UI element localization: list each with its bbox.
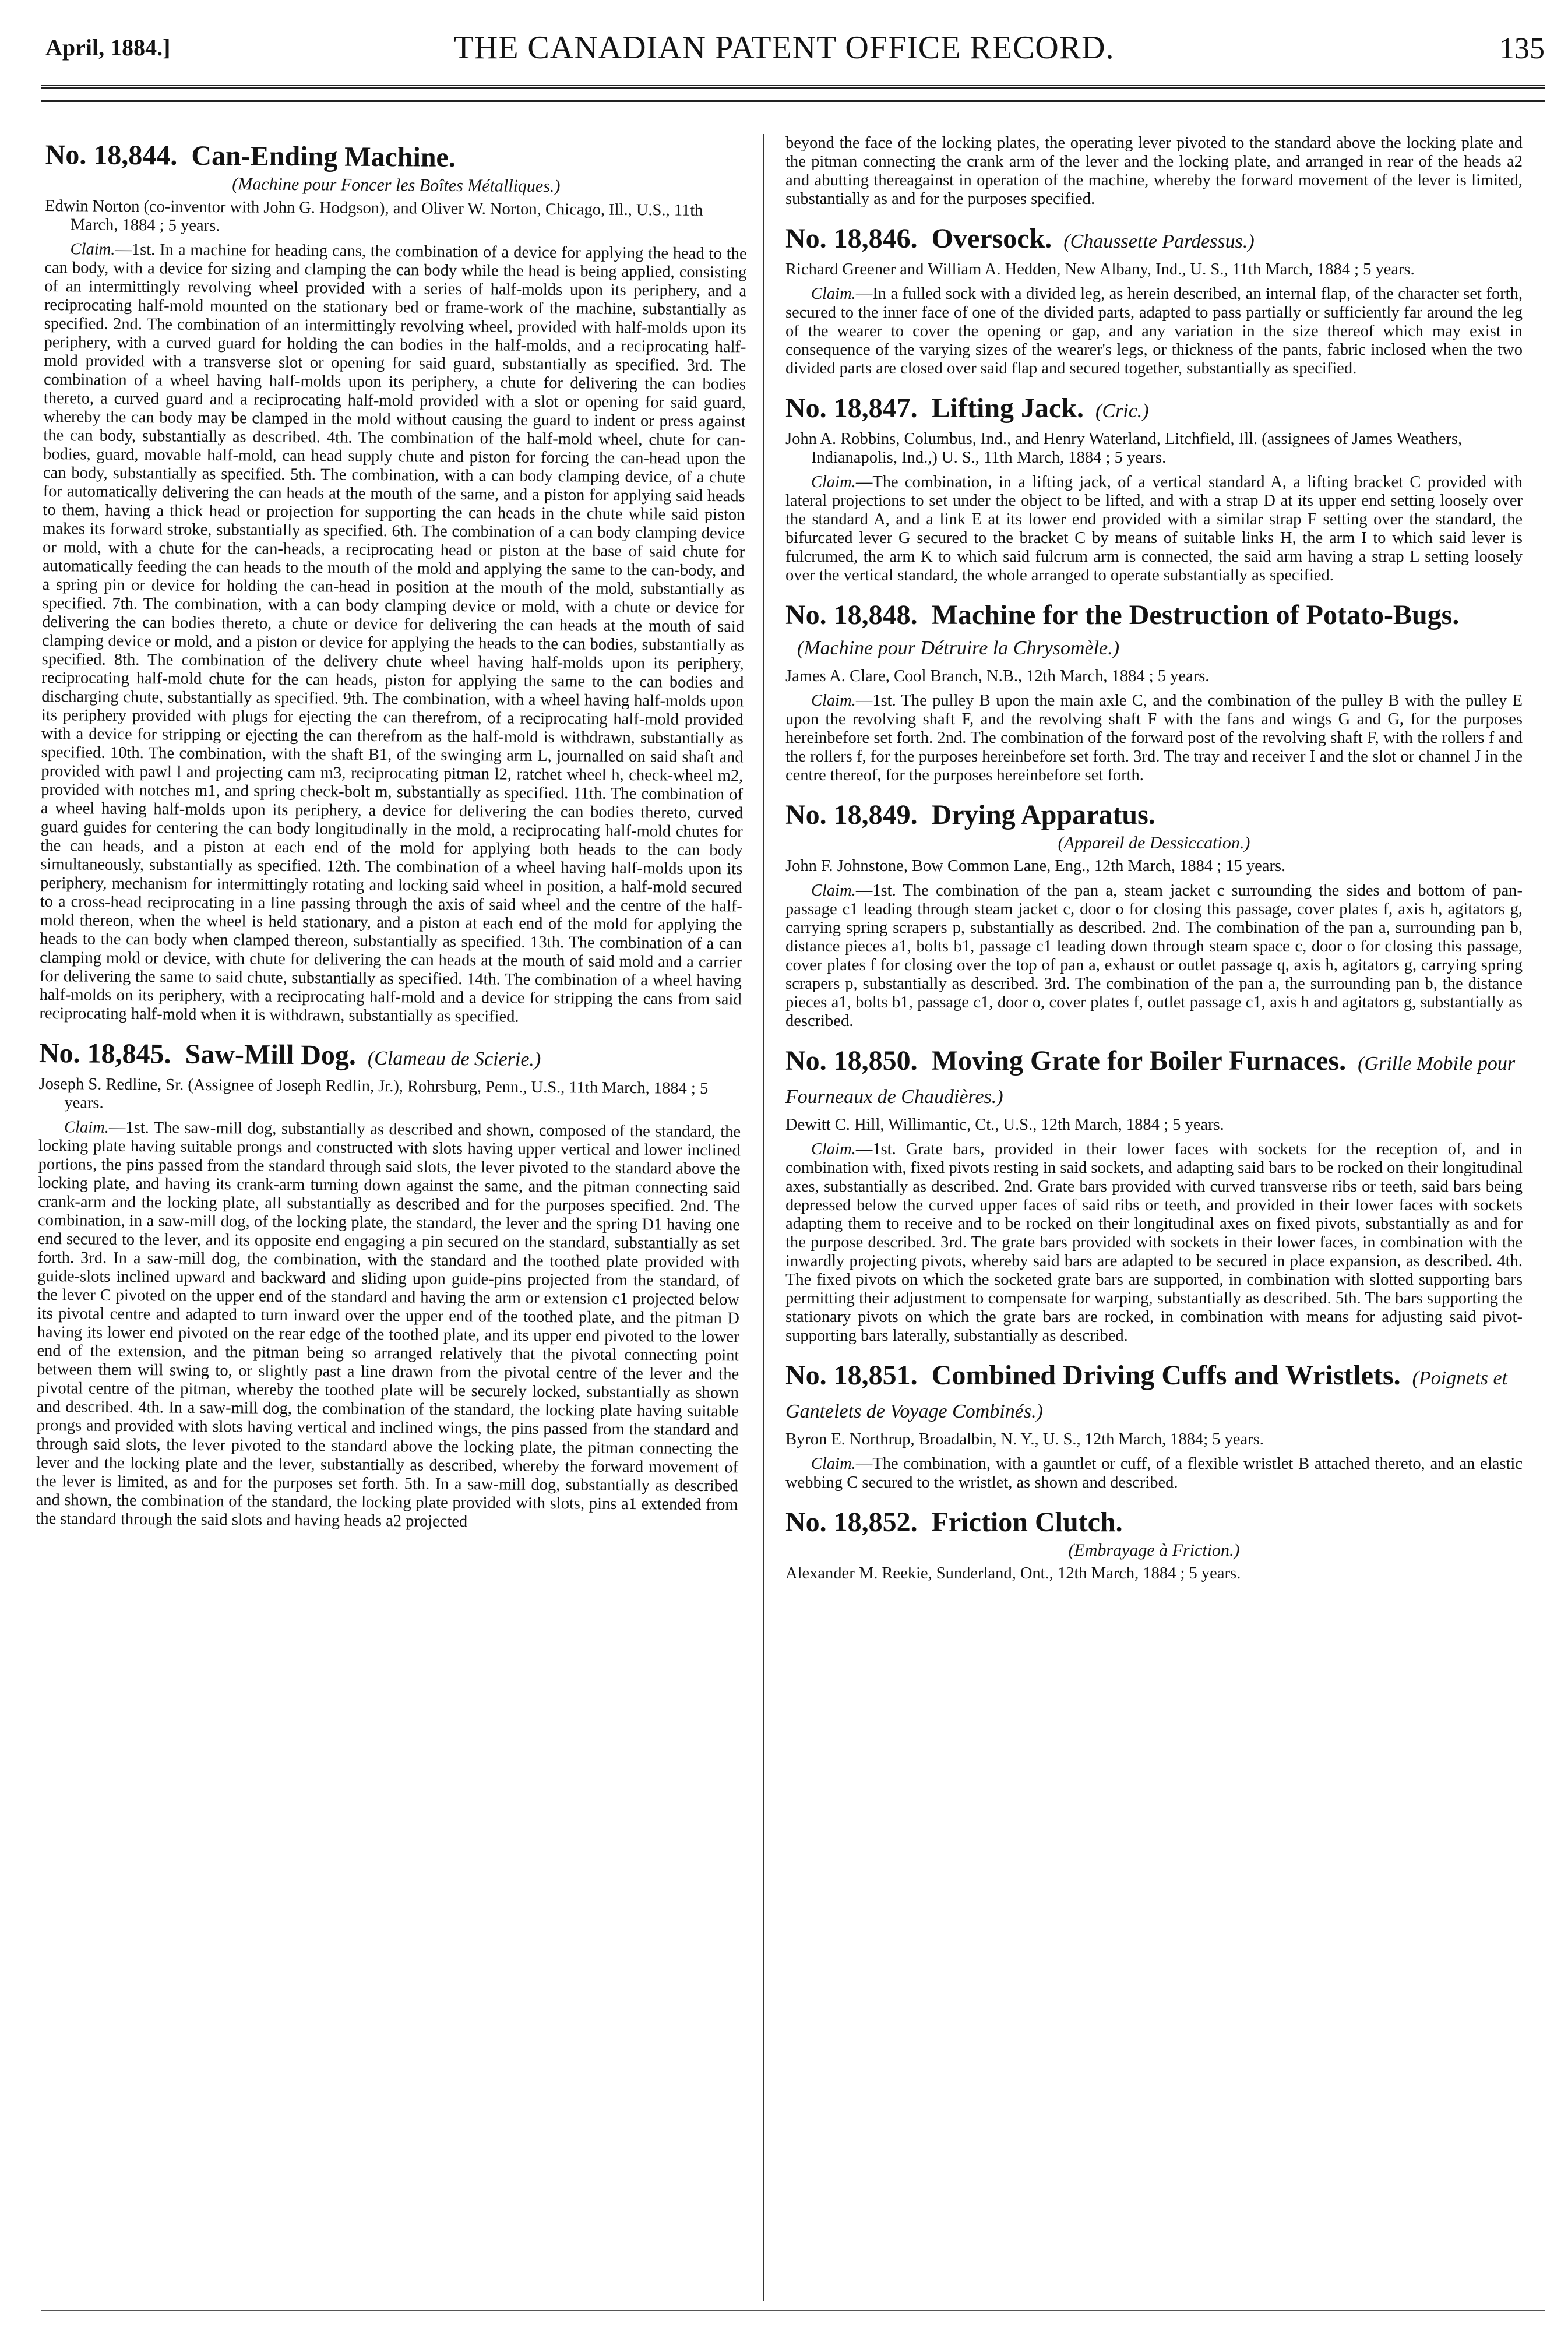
claim-text <box>39 240 746 1028</box>
patent-french-title: (Machine pour Foncer les Boîtes Métalliques.) <box>232 174 561 196</box>
claim-body: —1st. The combination of the pan a, steam jacket c surrounding the sides and bottom of pan-passage c1 leading through steam jacket c, door o for closing this passage, cover plates f, axis h, agitators g, carrying spring scrapers p, substantially as described. 2nd. The combination of the pan a, surrounding pan b, distance pieces a1, bolts b1, passage c1 leading down through steam space c, door o for closing this passage, cover plates f for closing over the top of pan a, exhaust or outlet passage q, axis h, agitators g, carrying spring scrapers p, substantially as described. 3rd. The combination of the pan a, the surrounding pan b, the distance pieces a1, bolts b1, passage c1, door o, cover plates f, outlet passage c1, axis h and agitators g, substantially as described. <box>785 882 1523 1030</box>
claim-label: Claim. <box>811 285 856 303</box>
patent-title: Moving Grate for Boiler Furnaces. <box>931 1045 1347 1076</box>
patent-french-title: (Grille Mobile pour Fourneaux de Chaudières.) <box>785 1053 1516 1108</box>
patent-french-title: (Embrayage à Friction.) <box>1068 1541 1240 1560</box>
column-divider <box>763 134 764 2301</box>
patent-entry-18850 <box>785 1046 1523 1345</box>
left-column <box>36 134 748 1548</box>
claim-text <box>785 285 1523 378</box>
claim-body: —The combination, in a lifting jack, of a vertical standard A, a lifting bracket C provided with lateral projections to set under the object to be lifted, and with a strap D at its upper end setting loosely over the standard A, and a link E at its lower end provided with a similar strap F setting over the standard, the bifurcated lever G secured to the bracket C by means of suitable links H, the arm I to which said lever is fulcrumed, the arm K to which said fulcrum arm is connected, the said arm having a strap L setting loosely over the vertical standard, the whole arranged to operate substantially as specified. <box>785 473 1523 584</box>
patent-french-title: (Cric.) <box>1095 400 1149 422</box>
publication-title: THE CANADIAN PATENT OFFICE RECORD. <box>453 30 1115 66</box>
patent-french-title: (Clameau de Scierie.) <box>367 1047 541 1070</box>
patent-entry-18847 <box>785 393 1523 585</box>
patent-heading <box>785 600 1523 664</box>
patent-title: Oversock. <box>931 223 1052 254</box>
patent-number: No. 18,847. <box>785 393 918 424</box>
issue-date: April, 1884.] <box>45 34 171 61</box>
right-column <box>785 134 1523 1598</box>
patent-french-title: (Appareil de Dessiccation.) <box>1058 833 1250 852</box>
running-head <box>0 0 1568 87</box>
claim-label: Claim. <box>64 1118 110 1137</box>
patent-number: No. 18,848. <box>785 600 918 630</box>
claim-body: —1st. Grate bars, provided in their lower faces with sockets for the reception of, and in combination with, fixed pivots resting in said sockets, and adapting said bars to be rocked on their longitudinal axes, substantially as described. 2nd. Grate bars provided with curved transverse ribs or teeth, said bars being depressed below the curved upper faces of said ribs or teeth, and provided in their lower faces with sockets adapting them to receive and to be rocked on their longitudinal axes on fixed pivots, substantially as and for the purpose described. 3rd. The grate bars provided with sockets in their lower faces, in combination with the inwardly projecting pivots, whereby said bars are adapted to be secured in place expansion, as described. 4th. The fixed pivots on which the socketed grate bars are supported, in combination with slotted supporting bars permitting their adjustment to compensate for warping, substantially as described. 5th. The bars supporting the stationary pivots on which the grate bars are rocked, in combination with means for adjusting said pivot-supporting bars laterally, substantially as described. <box>785 1140 1523 1345</box>
patent-heading <box>785 1507 1523 1538</box>
claim-text <box>785 1140 1523 1345</box>
patentee: Byron E. Northrup, Broadalbin, N. Y., U. S., 12th March, 1884; 5 years. <box>785 1430 1264 1448</box>
patent-number: No. 18,852. <box>785 1507 918 1538</box>
patent-entry-18848 <box>785 600 1523 785</box>
page-number: 135 <box>1499 32 1545 65</box>
claim-label: Claim. <box>70 240 115 259</box>
patent-entry-18851 <box>785 1360 1523 1492</box>
patent-french-title: (Poignets et Gantelets de Voyage Combinés.) <box>785 1367 1507 1422</box>
claim-body: —1st. In a machine for heading cans, the combination of a device for applying the head to the can body, with a device for sizing and clamping the can body while the head is being applied, consisting of an intermittingly revolving wheel provided with a series of half-molds upon its periphery, and a reciprocating half-mold mounted on the stationary bed or frame-work of the machine, substantially as specified. 2nd. The combination of an intermittingly revolving wheel, provided with half-molds upon its periphery, with a curved guard for holding the can bodies in the half-molds, and a reciprocating half-mold provided with a transverse slot or opening for said guard, substantially as specified. 3rd. The combination of a wheel having half-molds upon its periphery, a chute for delivering the can bodies thereto, a curved guard and a reciprocating half-mold provided with a slot or opening for said guard, whereby the can body may be clamped in the mold without causing the guard to indent or press against the can body, substantially as described. 4th. The combination of the half-mold wheel, chute for can-bodies, guard, movable half-mold, can head supply chute and piston for forcing the can-head upon the can body, substantially as specified. 5th. The combination, with a can body clamping device, of a chute for automatically delivering the can heads at the mouth of the same, and a piston for applying said heads to them, having a thick head or projection for supporting the can heads in the chute while said piston makes its forward stroke, substantially as specified. 6th. The combination of a can body clamping device or mold, with a chute for the can-heads, a reciprocating head or piston at the base of said chute for automatically feeding the can heads to the mouth of the mold and applying the same to the can-body, and a spring pin or device for holding the can-head in position at the mouth of the mold, substantially as specified. 7th. The combination, with a can body clamping device or mold, with a chute or device for delivering the can bodies thereto, a chute or device for delivering the can heads at the mouth of said clamping device or mold, and a piston or device for applying the heads to the can bodies, substantially as specified. 8th. The combination of the delivery chute wheel having half-molds upon its periphery, reciprocating half-mold chute for the can heads, piston for applying the same to the can bodies and discharging chute, substantially as specified. 9th. The combination, with a wheel having half-molds upon its periphery provided with plugs for ejecting the can therefrom, of a reciprocating half-mold provided with a device for stripping or ejecting the can therefrom as the half-mold is withdrawn, substantially as specified. 10th. The combination, with the shaft B1, of the swinging arm L, journalled on said shaft and provided with pawl l and projecting cam m3, reciprocating pitman l2, ratchet wheel h, check-wheel m2, provided with notches m1, and spring check-bolt m, substantially as specified. 11th. The combination of a wheel having half-molds upon its periphery, a device for delivering the can bodies thereto, curved guard guides for centering the can body longitudinally in the mold, a reciprocating half-mold chutes for the can heads, and a piston at each end of the mold for applying both heads to the can body simultaneously, substantially as specified. 12th. The combination of a wheel having half-molds upon its periphery, mechanism for intermittingly rotating and locking said wheel in position, a half-mold secured to a cross-head reciprocating in a line passing through the axis of said wheel and the centre of the half-mold thereon, when the wheel is held stationary, and a piston at each end of the mold for applying the heads to the can body when clamped thereon, substantially as specified. 13th. The combination of a can clamping mold or device, with chute for delivering the can heads at the mouth of said mold and a carrier for delivering the same to said chute, substantially as specified. 14th. The combination of a wheel having half-molds on its periphery, with a reciprocating half-mold and a device for stripping the cans from said reciprocating half-mold when it is withdrawn, substantially as specified. <box>39 240 747 1026</box>
patent-french-title: (Machine pour Détruire la Chrysomèle.) <box>797 637 1120 659</box>
claim-body: —1st. The pulley B upon the main axle C, and the combination of the pulley B with the pulley E upon the revolving shaft F, and the revolving shaft F with the fans and wings G and G, for the purposes hereinbefore set forth. 2nd. The combination of the forward post of the revolving shaft F, with the rollers f and the rollers f, for the purposes hereinbefore set forth. 3rd. The tray and receiver I and the slot or channel J in the centre thereof, for the purposes hereinbefore set forth. <box>785 692 1523 784</box>
patent-heading <box>785 1046 1523 1112</box>
claim-text <box>785 882 1523 1031</box>
header-double-rule <box>41 85 1545 89</box>
claim-text <box>36 1118 741 1533</box>
patent-title: Lifting Jack. <box>931 393 1084 424</box>
patent-title: Machine for the Destruction of Potato-Bugs. <box>931 600 1460 630</box>
patent-number: No. 18,849. <box>785 799 918 830</box>
patentee: James A. Clare, Cool Branch, N.B., 12th March, 1884 ; 5 years. <box>785 667 1210 685</box>
patent-heading <box>45 140 748 175</box>
claim-body: —The combination, with a gauntlet or cuff, of a flexible wristlet B attached thereto, and an elastic webbing C secured to the wristlet, as shown and described. <box>785 1455 1523 1492</box>
patent-title: Friction Clutch. <box>931 1507 1123 1538</box>
patent-french-title: (Chaussette Pardessus.) <box>1063 231 1255 252</box>
claim-body: —In a fulled sock with a divided leg, as herein described, an internal flap, of the character set forth, secured to the inner face of one of the divided parts, adapted to pass partially or sufficiently far around the leg of the wearer to cover the opening or gap, and any variation in the size thereof which may exist in consequence of the varying sizes of the wearer's legs, or thickness of the pants, fabric inclosed when the two divided parts are closed over said flap and secured together, substantially as specified. <box>785 285 1523 378</box>
patentee: Dewitt C. Hill, Willimantic, Ct., U.S., 12th March, 1884 ; 5 years. <box>785 1116 1224 1134</box>
claim-continuation: beyond the face of the locking plates, the operating lever pivoted to the standard above the locking plate and the pitman connecting the crank arm of the lever and the locking plate, and arranged in rear of the heads a2 and abutting thereagainst in operation of the machine, whereby the forward movement of the lever is limited, substantially as and for the purposes specified. <box>785 134 1523 208</box>
patent-title: Combined Driving Cuffs and Wristlets. <box>931 1360 1401 1391</box>
patent-entry-18845 <box>36 1038 741 1533</box>
patent-heading <box>785 393 1523 426</box>
patent-heading <box>39 1038 741 1076</box>
patentee: Joseph S. Redline, Sr. (Assignee of Joseph Redlin, Jr.), Rohrsburg, Penn., U.S., 11th March, 1884 ; 5 years. <box>38 1074 709 1112</box>
patentee: John F. Johnstone, Bow Common Lane, Eng., 12th March, 1884 ; 15 years. <box>785 857 1286 875</box>
claim-label: Claim. <box>811 1140 856 1158</box>
claim-body: —1st. The saw-mill dog, substantially as described and shown, composed of the standard, the locking plate having suitable prongs and constructed with slots having upper vertical and lower inclined portions, the pins passed from the standard through said slots, the lever pivoted to the standard above the locking plate, and having its crank-arm turning down against the same, and the pitman connecting said crank-arm and the locking plate, all substantially as described and for the purposes specified. 2nd. The combination, in a saw-mill dog, of the locking plate, the standard, the lever and the spring D1 having one end secured to the lever, and its opposite end engaging a pin secured on the standard, substantially as set forth. 3rd. In a saw-mill dog, the combination, with the standard and the toothed plate provided with guide-slots inclined upward and backward and sliding upon guide-pins projected from the standard, of the lever C pivoted on the upper end of the standard and having the arm or extension c1 projected below its pivotal centre and adapted to turn inward over the upper end of the toothed plate, and the pitman D having its lower end pivoted on the rear edge of the toothed plate, and its upper end pivoted to the lower end of the extension, and the pitman being so arranged relatively that the pivotal connecting point between them will swing to, or slightly past a line drawn from the pivotal centre of the lever and the pivotal centre of the pitman, whereby the toothed plate will be securely locked, substantially as shown and described. 4th. In a saw-mill dog, the combination of the standard, the locking plate having suitable prongs and provided with slots having vertical and inclined wings, the pins passed from the standard and through said slots, the lever pivoted to the standard above the locking plate, the pitman connecting the lever and the locking plate and the lever, substantially as described, whereby the forward movement of the lever is limited, as and for the purposes set forth. 5th. In a saw-mill dog, substantially as described and shown, the combination of the standard, the locking plate provided with slots, pins a1 extended from the standard through the said slots and having heads a2 projected <box>36 1118 741 1531</box>
patentee: Alexander M. Reekie, Sunderland, Ont., 12th March, 1884 ; 5 years. <box>785 1564 1241 1582</box>
patent-number: No. 18,851. <box>785 1360 918 1391</box>
patent-number: No. 18,845. <box>38 1037 171 1070</box>
claim-label: Claim. <box>811 1455 856 1473</box>
claim-label: Claim. <box>811 882 856 900</box>
patent-title: Drying Apparatus. <box>931 799 1155 830</box>
footer-rule <box>41 2310 1545 2311</box>
patent-heading <box>785 224 1523 257</box>
patent-entry-18844 <box>39 140 748 1028</box>
claim-text <box>785 1455 1523 1492</box>
patent-title: Saw-Mill Dog. <box>185 1038 357 1071</box>
patent-entry-18849 <box>785 800 1523 1031</box>
patentee: Edwin Norton (co-inventor with John G. Hodgson), and Oliver W. Norton, Chicago, Ill., U.S., 11th March, 1884 ; 5 years. <box>45 196 703 235</box>
patent-number: No. 18,850. <box>785 1045 918 1076</box>
patent-number: No. 18,844. <box>45 139 178 171</box>
claim-label: Claim. <box>811 692 856 710</box>
header-rule <box>41 100 1545 102</box>
patentee: John A. Robbins, Columbus, Ind., and Henry Waterland, Litchfield, Ill. (assignees of James Weathers, Indianapolis, Ind.,) U. S., 11th March, 1884 ; 5 years. <box>785 430 1463 467</box>
patentee: Richard Greener and William A. Hedden, New Albany, Ind., U. S., 11th March, 1884 ; 5 years. <box>785 260 1415 279</box>
patent-number: No. 18,846. <box>785 223 918 254</box>
patent-entry-18846 <box>785 224 1523 378</box>
patent-heading <box>785 1360 1523 1427</box>
patent-title: Can-Ending Machine. <box>191 140 456 173</box>
claim-text <box>785 473 1523 585</box>
patent-heading <box>785 800 1523 830</box>
claim-label: Claim. <box>811 473 856 491</box>
patent-entry-18852 <box>785 1507 1523 1583</box>
claim-text <box>785 692 1523 785</box>
